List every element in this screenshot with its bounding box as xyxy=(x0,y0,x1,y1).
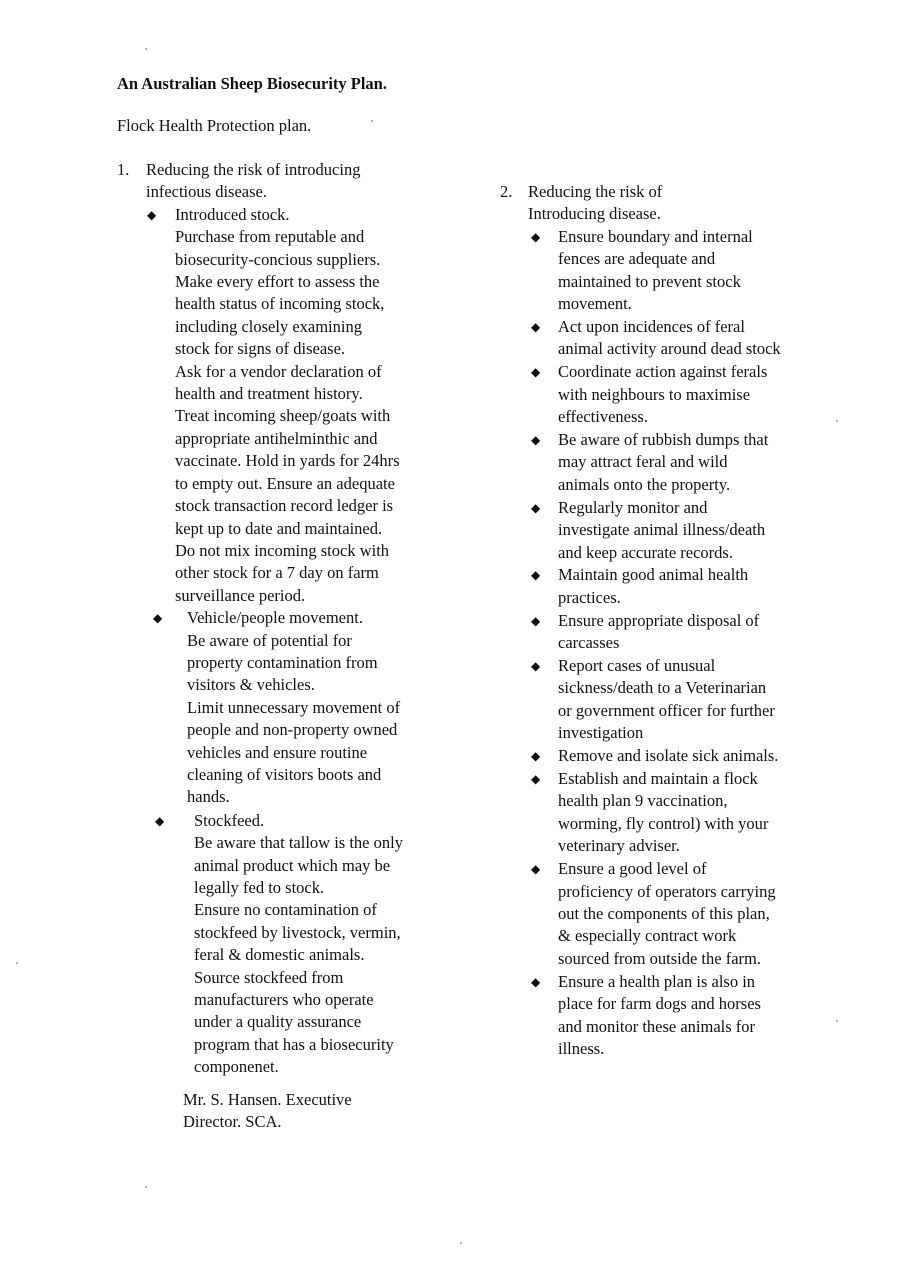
section-1 xyxy=(117,159,467,1079)
item-text xyxy=(175,204,467,607)
list-item xyxy=(531,564,840,609)
item-line: under a quality assurance xyxy=(194,1012,362,1032)
item-line: illness. xyxy=(558,1038,605,1058)
item-text xyxy=(194,810,467,1079)
item-line: Act upon incidences of feral xyxy=(558,316,745,336)
item-line: property contamination from xyxy=(187,652,378,672)
item-text xyxy=(558,429,840,496)
item-line: Maintain good animal health xyxy=(558,565,749,585)
signature-block xyxy=(183,1089,352,1134)
section-2-number: 2. xyxy=(500,182,513,201)
scan-speck xyxy=(145,1186,147,1188)
item-line: Ensure appropriate disposal of xyxy=(558,610,760,630)
item-line: health plan 9 vaccination, xyxy=(558,791,728,811)
scan-speck xyxy=(145,48,147,50)
item-line: program that has a biosecurity xyxy=(194,1034,394,1054)
list-item xyxy=(531,429,840,496)
item-line: Stockfeed. xyxy=(194,810,265,830)
section-1-number: 1. xyxy=(117,160,130,179)
scan-speck xyxy=(836,1020,838,1022)
document-title: An Australian Sheep Biosecurity Plan. xyxy=(117,74,387,93)
diamond-bullet-icon: ◆ xyxy=(531,568,541,583)
diamond-bullet-icon: ◆ xyxy=(531,749,541,764)
document-subtitle: Flock Health Protection plan. xyxy=(117,116,312,135)
item-line: hands. xyxy=(187,787,230,807)
list-item xyxy=(531,316,840,361)
item-line: effectiveness. xyxy=(558,407,648,427)
section-2-heading xyxy=(500,181,840,226)
item-line: people and non-property owned xyxy=(187,720,398,740)
list-item-introduced-stock xyxy=(147,204,467,607)
item-line: worming, fly control) with your xyxy=(558,813,769,833)
item-line: investigate animal illness/death xyxy=(558,520,766,540)
item-line: Source stockfeed from xyxy=(194,967,344,987)
diamond-bullet-icon: ◆ xyxy=(531,319,541,334)
item-line: Limit unnecessary movement of xyxy=(187,697,401,717)
item-line: with neighbours to maximise xyxy=(558,384,751,404)
item-line: vehicles and ensure routine xyxy=(187,742,368,762)
item-line: investigation xyxy=(558,723,644,743)
item-line: animal product which may be xyxy=(194,855,391,875)
item-line: Ensure a health plan is also in xyxy=(558,971,756,991)
list-item xyxy=(531,745,840,767)
scan-speck xyxy=(460,1242,462,1244)
item-line: manufacturers who operate xyxy=(194,990,374,1010)
item-line: stock for signs of disease. xyxy=(175,339,346,359)
item-line: health status of incoming stock, xyxy=(175,294,385,314)
item-text xyxy=(187,607,467,809)
item-line: sourced from outside the farm. xyxy=(558,948,761,968)
item-line: Coordinate action against ferals xyxy=(558,362,768,382)
signature-line: Mr. S. Hansen. Executive xyxy=(183,1090,352,1109)
item-line: Vehicle/people movement. xyxy=(187,608,363,628)
list-item xyxy=(531,768,840,858)
scan-speck xyxy=(836,420,838,422)
item-line: Make every effort to assess the xyxy=(175,272,380,292)
item-line: componenet. xyxy=(194,1057,279,1077)
item-line: surveillance period. xyxy=(175,585,306,605)
diamond-bullet-icon: ◆ xyxy=(531,974,541,989)
diamond-bullet-icon: ◆ xyxy=(531,229,541,244)
item-line: Ensure no contamination of xyxy=(194,900,377,920)
list-item-vehicle-people-movement xyxy=(153,607,467,809)
item-line: other stock for a 7 day on farm xyxy=(175,563,379,583)
item-line: visitors & vehicles. xyxy=(187,675,315,695)
item-line: carcasses xyxy=(558,633,620,653)
item-text xyxy=(558,361,840,428)
item-line: place for farm dogs and horses xyxy=(558,994,761,1014)
item-line: feral & domestic animals. xyxy=(194,945,365,965)
item-line: health and treatment history. xyxy=(175,384,363,404)
item-text xyxy=(558,655,840,745)
item-line: Be aware of potential for xyxy=(187,630,352,650)
heading-line: Introducing disease. xyxy=(528,204,661,224)
item-line: Ask for a vendor declaration of xyxy=(175,361,382,381)
diamond-bullet-icon: ◆ xyxy=(531,772,541,787)
item-text xyxy=(558,768,840,858)
item-text xyxy=(558,745,840,767)
scan-speck xyxy=(16,962,18,964)
item-line: and keep accurate records. xyxy=(558,542,733,562)
diamond-bullet-icon: ◆ xyxy=(531,613,541,628)
section-1-heading xyxy=(117,159,467,204)
item-line: vaccinate. Hold in yards for 24hrs xyxy=(175,451,400,471)
item-line: out the components of this plan, xyxy=(558,904,770,923)
diamond-bullet-icon: ◆ xyxy=(531,862,541,877)
diamond-bullet-icon: ◆ xyxy=(531,500,541,515)
item-line: Be aware that tallow is the only xyxy=(194,833,403,853)
item-line: maintained to prevent stock xyxy=(558,271,741,291)
item-text xyxy=(558,610,840,655)
item-line: legally fed to stock. xyxy=(194,878,325,897)
item-line: or government officer for further xyxy=(558,700,775,720)
item-line: movement. xyxy=(558,294,632,314)
item-line: Be aware of rubbish dumps that xyxy=(558,429,769,449)
list-item xyxy=(531,858,840,970)
heading-line: Reducing the risk of xyxy=(528,182,663,201)
signature-line: Director. SCA. xyxy=(183,1112,282,1132)
list-item xyxy=(531,497,840,564)
section-2-list xyxy=(500,226,840,1061)
item-text xyxy=(558,971,840,1061)
list-item xyxy=(531,655,840,745)
item-text xyxy=(558,564,840,609)
item-line: kept up to date and maintained. xyxy=(175,518,383,538)
heading-line: infectious disease. xyxy=(146,182,267,202)
item-line: animals onto the property. xyxy=(558,474,731,494)
item-line: Remove and isolate sick animals. xyxy=(558,746,779,766)
item-line: practices. xyxy=(558,587,621,607)
diamond-bullet-icon: ◆ xyxy=(531,365,541,380)
item-line: fences are adequate and xyxy=(558,249,716,269)
diamond-bullet-icon: ◆ xyxy=(153,611,163,626)
item-text xyxy=(558,497,840,564)
item-line: Regularly monitor and xyxy=(558,497,708,517)
section-2 xyxy=(500,181,840,1060)
item-line: Establish and maintain a flock xyxy=(558,769,758,789)
item-line: Do not mix incoming stock with xyxy=(175,540,390,560)
item-text xyxy=(558,858,840,970)
item-line: biosecurity-concious suppliers. xyxy=(175,249,381,269)
item-line: animal activity around dead stock xyxy=(558,339,781,359)
item-line: Introduced stock. xyxy=(175,204,290,224)
item-line: stockfeed by livestock, vermin, xyxy=(194,922,401,942)
diamond-bullet-icon: ◆ xyxy=(147,207,157,222)
list-item xyxy=(531,361,840,428)
item-line: veterinary adviser. xyxy=(558,836,680,856)
item-line: proficiency of operators carrying xyxy=(558,881,776,901)
item-line: sickness/death to a Veterinarian xyxy=(558,678,767,698)
item-line: & especially contract work xyxy=(558,926,737,946)
list-item xyxy=(531,226,840,316)
item-line: Treat incoming sheep/goats with xyxy=(175,406,391,426)
item-line: including closely examining xyxy=(175,316,362,336)
heading-line: Reducing the risk of introducing xyxy=(146,160,361,179)
list-item xyxy=(531,610,840,655)
item-line: Report cases of unusual xyxy=(558,656,716,676)
item-line: to empty out. Ensure an adequate xyxy=(175,473,395,493)
diamond-bullet-icon: ◆ xyxy=(531,659,541,674)
item-text xyxy=(558,316,840,361)
diamond-bullet-icon: ◆ xyxy=(155,813,165,828)
item-line: appropriate antihelminthic and xyxy=(175,428,378,448)
item-line: Purchase from reputable and xyxy=(175,227,365,247)
list-item-stockfeed xyxy=(155,810,467,1079)
item-line: Ensure boundary and internal xyxy=(558,226,753,246)
scan-speck xyxy=(371,120,373,122)
section-1-list xyxy=(117,204,467,1079)
item-line: may attract feral and wild xyxy=(558,452,728,472)
item-line: Ensure a good level of xyxy=(558,859,707,879)
item-line: stock transaction record ledger is xyxy=(175,496,394,516)
diamond-bullet-icon: ◆ xyxy=(531,432,541,447)
item-line: cleaning of visitors boots and xyxy=(187,764,382,784)
item-line: and monitor these animals for xyxy=(558,1016,756,1036)
list-item xyxy=(531,971,840,1061)
item-text xyxy=(558,226,840,316)
